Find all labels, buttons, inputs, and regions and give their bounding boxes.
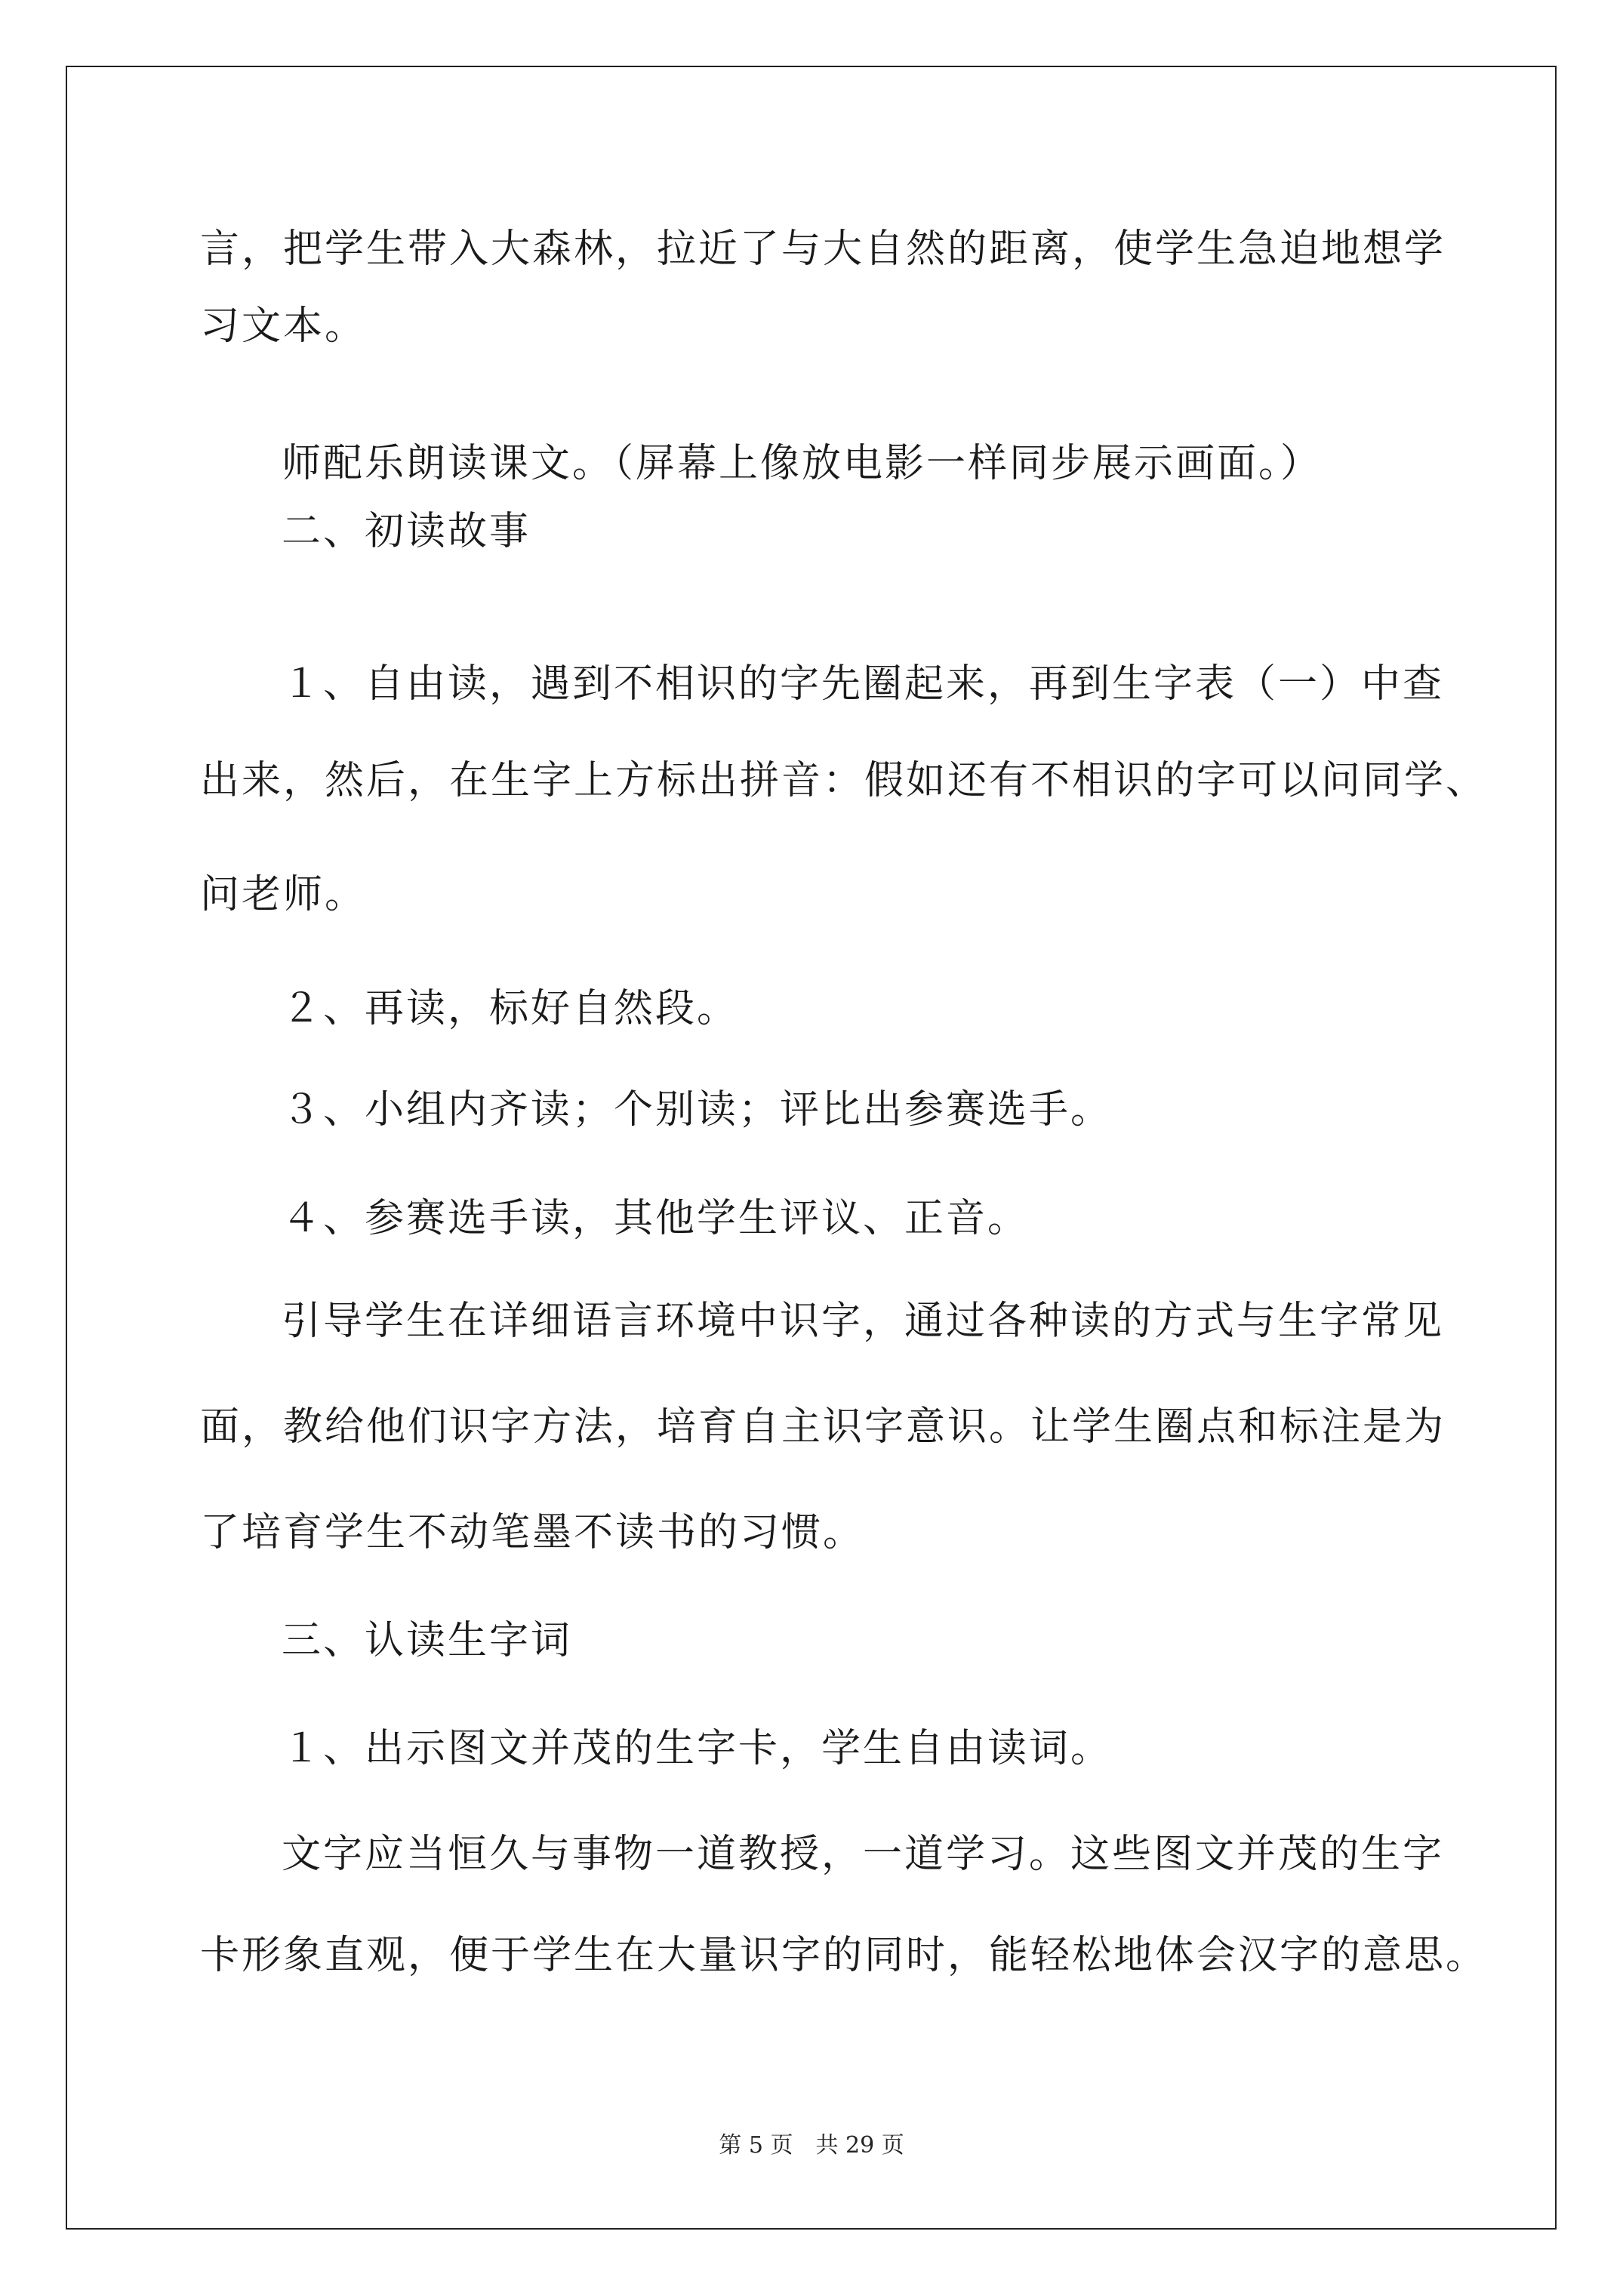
paragraph-line: 文字应当恒久与事物一道教授，一道学习。这些图文并茂的生字: [282, 1832, 1445, 1877]
list-item: ３、小组内齐读；个别读；评比出参赛选手。: [282, 1087, 1113, 1133]
list-item: ４、参赛选手读，其他学生评议、正音。: [282, 1196, 1030, 1241]
paragraph-line: 卡形象直观，便于学生在大量识字的同时，能轻松地体会汉字的意思。: [200, 1933, 1488, 1978]
paragraph-line: 习文本。: [200, 304, 367, 349]
paragraph-line: 师配乐朗读课文。（屏幕上像放电影一样同步展示画面。）: [282, 441, 1323, 486]
list-item: １、出示图文并茂的生字卡，学生自由读词。: [282, 1726, 1113, 1771]
paragraph-line: 了培育学生不动笔墨不读书的习惯。: [200, 1510, 865, 1555]
section-heading: 二、初读故事: [282, 509, 531, 554]
page-border: [66, 66, 1557, 2230]
paragraph-line: 引导学生在详细语言环境中识字，通过各种读的方式与生字常见: [282, 1299, 1445, 1344]
page-number: 第 5 页 共 29 页: [719, 2132, 904, 2159]
section-heading: 三、认读生字词: [282, 1618, 573, 1663]
paragraph-line: 言，把学生带入大森林，拉近了与大自然的距离，使学生急迫地想学: [200, 227, 1446, 272]
paragraph-line: 问老师。: [200, 872, 367, 917]
paragraph-line: 面，教给他们识字方法，培育自主识字意识。让学生圈点和标注是为: [200, 1404, 1446, 1450]
paragraph-line: 出来，然后，在生字上方标出拼音：假如还有不相识的字可以问同学、: [200, 758, 1488, 803]
list-item: ２、再读，标好自然段。: [282, 986, 739, 1031]
list-item: １、自由读，遇到不相识的字先圈起来，再到生字表（一）中查: [282, 661, 1445, 707]
